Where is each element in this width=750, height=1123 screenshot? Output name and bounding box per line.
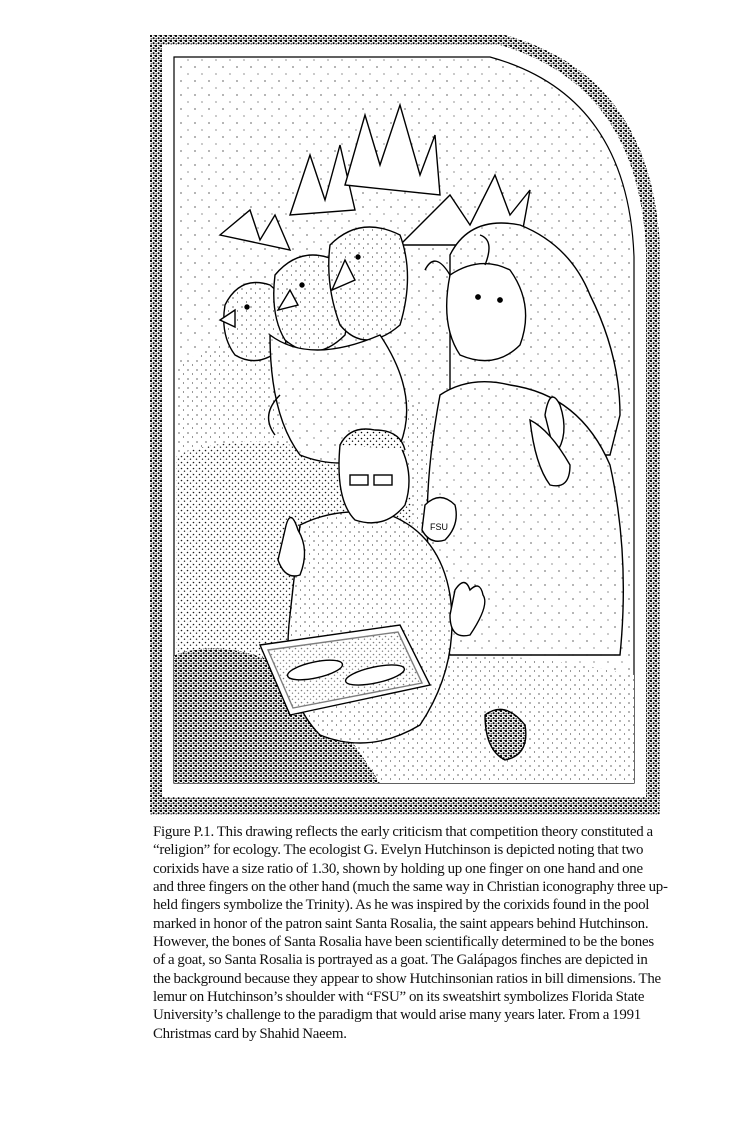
caption-line: and three fingers on the other hand (much the same way in Christian iconography three up-	[153, 879, 668, 896]
caption-line: Christmas card by Shahid Naeem.	[153, 1025, 347, 1042]
caption-line: marked in honor of the patron saint Santa Rosalia, the saint appears behind Hutchinson.	[153, 915, 649, 932]
caption-line: lemur on Hutchinson’s shoulder with “FSU” on its sweatshirt symbolizes Florida State	[153, 989, 645, 1006]
figure-illustration	[150, 35, 660, 815]
figure-caption	[153, 823, 689, 1043]
caption-line: University’s challenge to the paradigm that would arise many years later. From a 1991	[153, 1007, 641, 1024]
caption-line: corixids have a size ratio of 1.30, shown by holding up one finger on one hand and one	[153, 860, 643, 877]
caption-line: However, the bones of Santa Rosalia have been scientifically determined to be the bones	[153, 934, 654, 951]
caption-line: of a goat, so Santa Rosalia is portrayed as a goat. The Galápagos finches are depicted in	[153, 952, 648, 969]
stipple-drawing	[150, 35, 660, 815]
caption-line: the background because they appear to show Hutchinsonian ratios in bill dimensions. The	[153, 970, 661, 987]
caption-line: Figure P.1. This drawing reflects the early criticism that competition theory constituted a	[153, 824, 653, 840]
lemur-sweatshirt-label: FSU	[430, 522, 448, 532]
caption-line: held fingers symbolize the Trinity). As he was inspired by the corixids found in the pool	[153, 897, 650, 914]
caption-line: “religion” for ecology. The ecologist G. Evelyn Hutchinson is depicted noting that two	[153, 842, 644, 859]
